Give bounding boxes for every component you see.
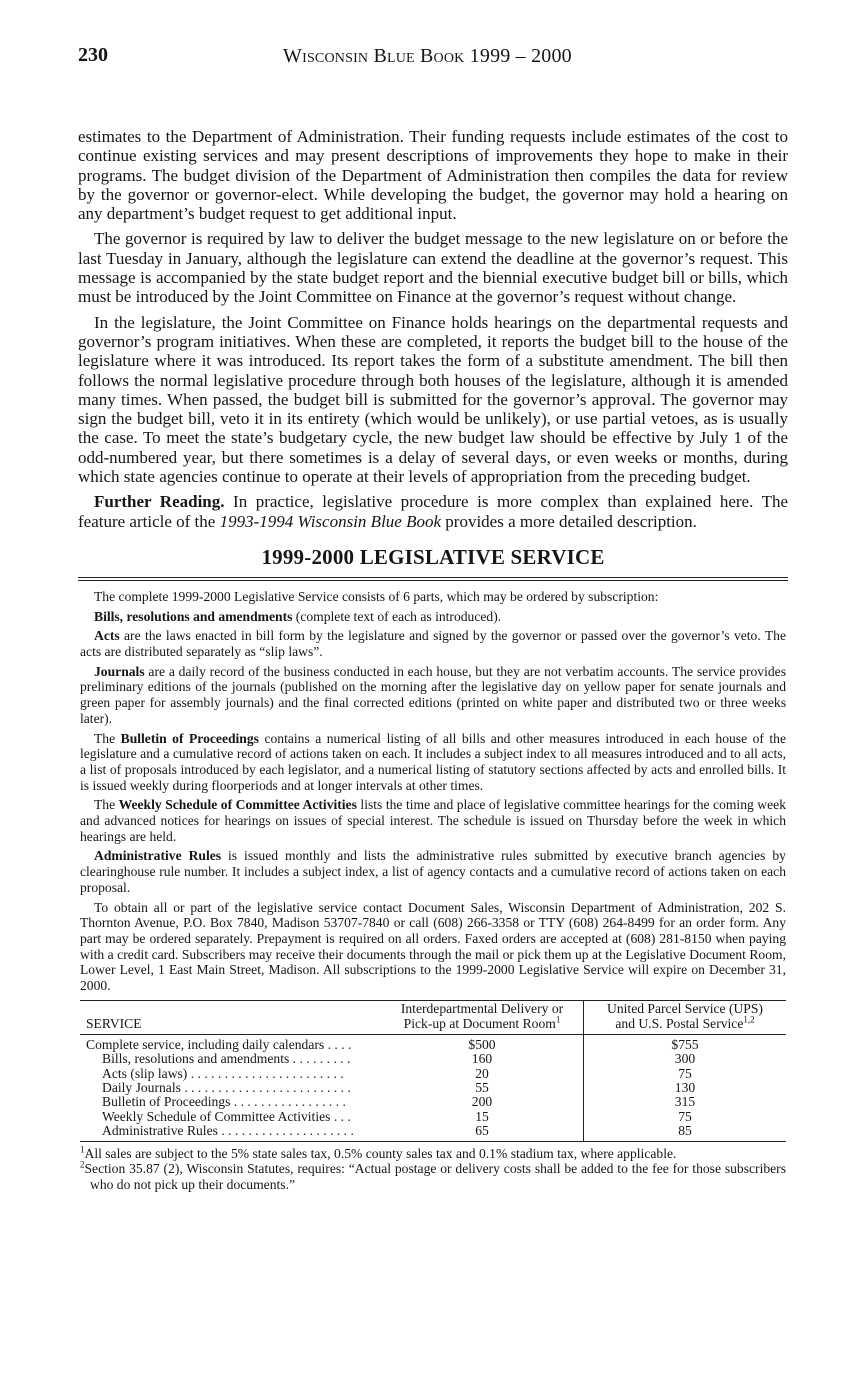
service-admin-rules (80, 848, 786, 895)
pickup-price: 200 (381, 1095, 584, 1109)
row-label-text: Acts (slip laws) (102, 1065, 188, 1081)
row-label-text: Administrative Rules (102, 1123, 218, 1139)
further-reading-book-title: 1993-1994 Wisconsin Blue Book (219, 511, 442, 531)
page-header (78, 44, 788, 74)
service-intro: The complete 1999-2000 Legislative Service consists of 6 parts, which may be ordered by subscription: (94, 588, 659, 604)
column-header-pickup (381, 1000, 584, 1034)
legislative-service-section (78, 589, 788, 1193)
acts-text: are the laws enacted in bill form by the legislature and signed by the governor or passed over the governor’s veto. The acts are distributed separately as “slip laws”. (80, 628, 786, 660)
ups-price: 300 (674, 1051, 696, 1067)
pickup-price: 55 (381, 1081, 584, 1095)
table-row (80, 1067, 786, 1081)
ups-price: 75 (678, 1108, 692, 1124)
ups-header-line1: United Parcel Service (UPS) (607, 1000, 763, 1016)
column-header-service: SERVICE (86, 1016, 142, 1032)
paragraph: The governor is required by law to deliver the budget message to the new legislature on or before the last Tuesday in January, although the legislature can extend the deadline at the governor’s request. This message is accompanied by the state budget report and the biennial executive budget bill or bills, which must be introduced by the Joint Committee on Finance at the governor’s request without change. (78, 229, 788, 307)
service-weekly-schedule (80, 797, 786, 844)
footnote-2 (80, 1161, 786, 1192)
page-number: 230 (78, 44, 108, 66)
ups-price: 130 (674, 1080, 696, 1096)
pickup-header-line2: Pick-up at Document Room (403, 1016, 556, 1032)
bills-term: Bills, resolutions and amendments (94, 608, 293, 624)
pickup-price: 20 (381, 1067, 584, 1081)
footnote-2-mark: 2 (80, 1159, 85, 1170)
leader-dots: . . . (330, 1108, 351, 1124)
further-reading-paragraph (78, 492, 788, 531)
section-title: 1999-2000 LEGISLATIVE SERVICE (261, 544, 605, 569)
row-label-text: Bulletin of Proceedings (102, 1094, 231, 1110)
ups-price: $755 (671, 1036, 699, 1052)
section-divider (78, 577, 788, 581)
price-table (80, 1000, 786, 1142)
leader-dots: . . . . (324, 1036, 352, 1052)
journals-text: are a daily record of the business conducted in each house, but they are not verbatim accounts. The service provides preliminary editions of the journals (published on the morning after the legislative day on yellow paper for senate journals and green paper for assembly journals) and the final corrected editions (printed on white paper and distributed two or three weeks later). (80, 663, 786, 726)
bulletin-term: Bulletin of Proceedings (120, 730, 259, 746)
pickup-price: 160 (381, 1052, 584, 1066)
row-label-text: Bills, resolutions and amendments (102, 1051, 290, 1067)
leader-dots: . . . . . . . . . (289, 1051, 351, 1067)
leader-dots: . . . . . . . . . . . . . . . . . . . . . . . . . (180, 1080, 351, 1096)
ups-footnote-ref: 1,2 (743, 1014, 755, 1025)
table-row (80, 1034, 786, 1052)
bills-text: (complete text of each as introduced). (292, 608, 502, 624)
table-row (80, 1052, 786, 1066)
row-label (80, 1095, 381, 1109)
table-row (80, 1095, 786, 1109)
further-reading-label: Further Reading. (94, 492, 225, 512)
leader-dots: . . . . . . . . . . . . . . . . . . . . (217, 1123, 354, 1139)
footnote-2-text: Section 35.87 (2), Wisconsin Statutes, requires: “Actual postage or delivery costs shall be added to the fee for those subscribers who do not pick up their documents.” (84, 1161, 786, 1193)
footnote-1 (80, 1146, 786, 1162)
row-label (80, 1124, 381, 1141)
service-bulletin (80, 731, 786, 794)
main-text (78, 127, 788, 1193)
table-row (80, 1110, 786, 1124)
acts-term: Acts (94, 628, 120, 644)
ordering-info: To obtain all or part of the legislative service contact Document Sales, Wisconsin Department of Administration, 202 S. Thornton Avenue, P.O. Box 7840, Madison 53707-7840 or call (608) 266-3358 or TTY (608) 264-8499 for an order form. Any part may be ordered separately. Prepayment is required on all orders. Faxed orders are accepted at (608) 281-8150 when paying with a credit card. Subscribers may receive their documents through the mail or pick them up at the Legislative Document Room, Lower Level, 1 East Main Street, Madison. All subscriptions to the 1999-2000 Legislative Service will expire on December 31, 2000. (80, 899, 786, 994)
pickup-price: $500 (381, 1034, 584, 1052)
ups-header-line2: and U.S. Postal Service (615, 1016, 744, 1032)
journals-term: Journals (94, 663, 145, 679)
service-journals (80, 664, 786, 727)
ups-price: 85 (584, 1124, 787, 1141)
ups-price: 75 (678, 1065, 692, 1081)
service-acts (80, 628, 786, 659)
admin-text: is issued monthly and lists the administrative rules submitted by executive branch agencies by clearinghouse rule number. It includes a subject index, a list of agency contacts and a cumulative record of actions taken on each proposal. (80, 848, 786, 895)
row-label (80, 1110, 381, 1124)
row-label-text: Complete service, including daily calendars (86, 1036, 325, 1052)
table-header-row (80, 1000, 786, 1034)
paragraph: estimates to the Department of Administration. Their funding requests include estimates of the cost to continue existing services and may present descriptions of improvements they hope to make in their programs. The budget division of the Department of Administration then compiles the data for review by the governor or governor-elect. While developing the budget, the governor may hold a hearing on any department’s budget request to get additional input. (78, 127, 788, 224)
footnote-1-text: All sales are subject to the 5% state sales tax, 0.5% county sales tax and 0.1% stadium tax, where applicable. (84, 1145, 677, 1161)
row-label (80, 1052, 381, 1066)
row-label-text: Weekly Schedule of Committee Activities (102, 1108, 331, 1124)
row-label (80, 1067, 381, 1081)
pickup-footnote-ref: 1 (555, 1014, 561, 1025)
row-label (80, 1081, 381, 1095)
footnotes (80, 1146, 786, 1193)
table-row (80, 1081, 786, 1095)
pickup-header-line1: Interdepartmental Delivery or (400, 1000, 564, 1016)
bulletin-pre: The (94, 730, 121, 746)
running-head: Wisconsin Blue Book 1999 – 2000 (283, 45, 572, 67)
table-row (80, 1124, 786, 1141)
row-label-text: Daily Journals (102, 1080, 181, 1096)
pickup-price: 15 (381, 1110, 584, 1124)
weekly-text: lists the time and place of legislative committee hearings for the coming week and advanced notices for hearings on issues of special interest. The schedule is issued on Thursday before the week in which hearings are held. (80, 797, 786, 844)
further-reading-text: provides a more detailed description. (441, 511, 697, 531)
weekly-pre: The (94, 797, 119, 813)
service-bills (80, 609, 786, 625)
footnote-1-mark: 1 (80, 1144, 85, 1155)
column-header-ups (584, 1000, 787, 1034)
row-label (80, 1034, 381, 1052)
paragraph: In the legislature, the Joint Committee on Finance holds hearings on the departmental requests and governor’s program initiatives. When these are completed, it reports the budget bill to the house of the legislature where it was introduced. Its report takes the form of a substitute amendment. The bill then follows the normal legislative procedure through both houses of the legislature, although it is amended many times. When passed, the budget bill is submitted for the governor’s approval. The governor may sign the budget bill, veto it in its entirety (which would be unlikely), or use partial vetoes, as is usually the case. To meet the state’s budgetary cycle, the new budget law should be effective by July 1 of the odd-numbered year, but there sometimes is a delay of several days, or even weeks or months, during which state agencies continue to operate at their levels of appropriation from the preceding budget. (78, 312, 788, 487)
further-reading-text: In practice, legislative procedure is more complex than explained here. The feature article of the (78, 492, 788, 531)
leader-dots: . . . . . . . . . . . . . . . . . . . . . . . (187, 1065, 344, 1081)
bulletin-text: contains a numerical listing of all bills and other measures introduced in each house of the legislature and a cumulative record of actions taken on each. It includes a subject index to all measures introduced and to all acts, a list of proposals introduced by each legislator, and a numerical listing of statutory sections affected by acts and enrolled bills. It is issued weekly during floorperiods and at longer intervals at other times. (80, 730, 787, 793)
leader-dots: . . . . . . . . . . . . . . . . . (230, 1094, 346, 1110)
ups-price: 315 (674, 1094, 696, 1110)
pickup-price: 65 (381, 1124, 584, 1141)
weekly-term: Weekly Schedule of Committee Activities (118, 797, 357, 813)
admin-term: Administrative Rules (94, 848, 222, 864)
